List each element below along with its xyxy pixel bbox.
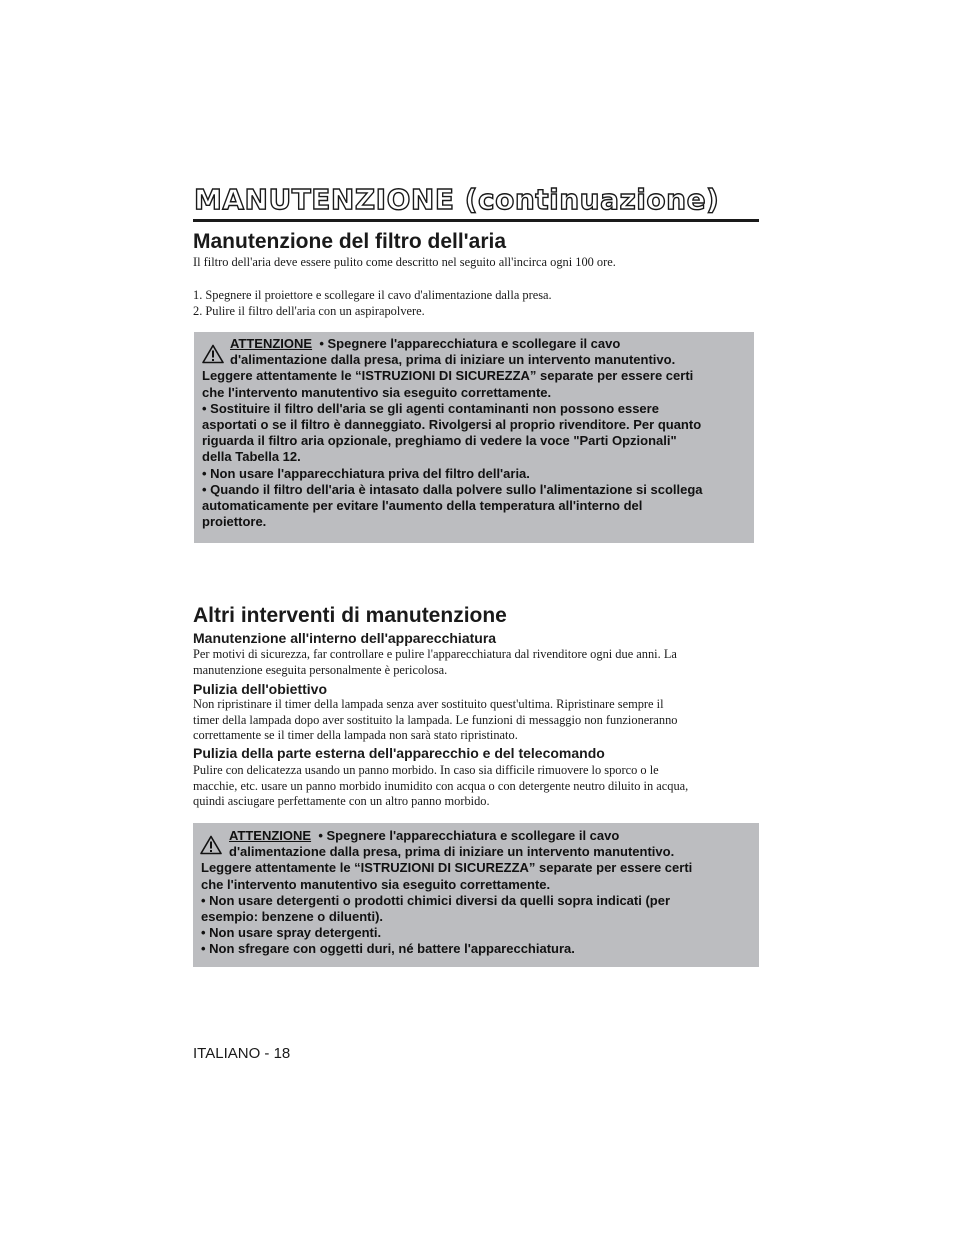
paragraph-line: Non ripristinare il timer della lampada senza aver sostituito quest'ultima. Ripristinare sempre il	[193, 697, 664, 711]
warning-line: asportati o se il filtro è danneggiato. Rivolgersi al proprio rivenditore. Per quanto	[202, 417, 702, 433]
warning-label: ATTENZIONE	[230, 336, 313, 351]
warning-line: • Non sfregare con oggetti duri, né battere l'apparecchiatura.	[201, 941, 575, 957]
warning-line: della Tabella 12.	[202, 449, 301, 465]
warning-line: esempio: benzene o diluenti).	[201, 909, 384, 925]
warning-line: d'alimentazione dalla presa, prima di iniziare un intervento manutentivo.	[230, 352, 676, 368]
section-heading-other-maintenance: Altri interventi di manutenzione	[193, 604, 507, 627]
warning-line: Leggere attentamente le “ISTRUZIONI DI SICUREZZA” separate per essere certi	[202, 368, 694, 384]
warning-first-line: ATTENZIONE • Spegnere l'apparecchiatura e scollegare il cavo	[229, 828, 620, 843]
paragraph-line: correttamente se il timer della lampada non sarà stato ripristinato.	[193, 728, 518, 742]
paragraph-line: Per motivi di sicurezza, far controllare e pulire l'apparecchiatura dal rivenditore ogni due anni. La	[193, 647, 677, 661]
paragraph-line: macchie, etc. usare un panno morbido inumidito con acqua o con detergente neutro diluito in acqua,	[193, 779, 689, 793]
warning-line: • Non usare l'apparecchiatura priva del filtro dell'aria.	[202, 465, 530, 481]
air-filter-intro: Il filtro dell'aria deve essere pulito come descritto nel seguito all'incirca ogni 100 ore.	[193, 255, 616, 269]
warning-label: ATTENZIONE	[229, 828, 312, 843]
warning-line: riguarda il filtro aria opzionale, preghiamo di vedere la voce "Parti Opzionali"	[202, 433, 677, 449]
warning-box-cleaning	[193, 823, 759, 967]
paragraph-line: quindi asciugare perfettamente con un altro panno morbido.	[193, 794, 490, 808]
subheading-exterior-cleaning: Pulizia della parte esterna dell'apparecchio e del telecomando	[193, 745, 605, 761]
warning-triangle-icon	[202, 344, 224, 364]
warning-line: che l'intervento manutentivo sia eseguito correttamente.	[201, 876, 551, 892]
paragraph-line: Pulire con delicatezza usando un panno morbido. In caso sia difficile rimuovere lo sporco o le	[193, 763, 659, 777]
warning-line: che l'intervento manutentivo sia eseguito correttamente.	[202, 384, 552, 400]
warning-line: d'alimentazione dalla presa, prima di iniziare un intervento manutentivo.	[229, 844, 675, 860]
warning-line: • Non usare spray detergenti.	[201, 925, 382, 941]
paragraph-line: timer della lampada dopo aver sostituito la lampada. Le funzioni di messaggio non funzioneranno	[193, 713, 678, 727]
warning-triangle-icon	[200, 835, 222, 855]
air-filter-step-2: 2. Pulire il filtro dell'aria con un aspirapolvere.	[193, 304, 425, 318]
warning-line: • Sostituire il filtro dell'aria se gli agenti contaminanti non possono essere	[202, 400, 659, 416]
warning-first-line: ATTENZIONE • Spegnere l'apparecchiatura e scollegare il cavo	[230, 336, 621, 351]
warning-line: • Quando il filtro dell'aria è intasato dalla polvere sullo l'alimentazione si scollega	[202, 481, 703, 497]
warning-line: proiettore.	[202, 514, 267, 530]
warning-line: • Non usare detergenti o prodotti chimici diversi da quelli sopra indicati (per	[201, 892, 671, 908]
subheading-internal-maintenance: Manutenzione all'interno dell'apparecchiatura	[193, 630, 497, 646]
subheading-lens-cleaning: Pulizia dell'obiettivo	[193, 681, 328, 697]
warning-line: Leggere attentamente le “ISTRUZIONI DI SICUREZZA” separate per essere certi	[201, 860, 693, 876]
warning-box-air-filter	[194, 332, 754, 543]
title-underline	[193, 219, 759, 222]
page-footer: ITALIANO - 18	[193, 1045, 291, 1062]
warning-line: automaticamente per evitare l'aumento della temperatura all'interno del	[202, 498, 643, 514]
section-heading-air-filter: Manutenzione del filtro dell'aria	[193, 230, 507, 253]
paragraph-line: manutenzione eseguita personalmente è pericolosa.	[193, 663, 448, 677]
page-title: MANUTENZIONE (continuazione)	[194, 183, 720, 216]
air-filter-step-1: 1. Spegnere il proiettore e scollegare il cavo d'alimentazione dalla presa.	[193, 288, 552, 302]
